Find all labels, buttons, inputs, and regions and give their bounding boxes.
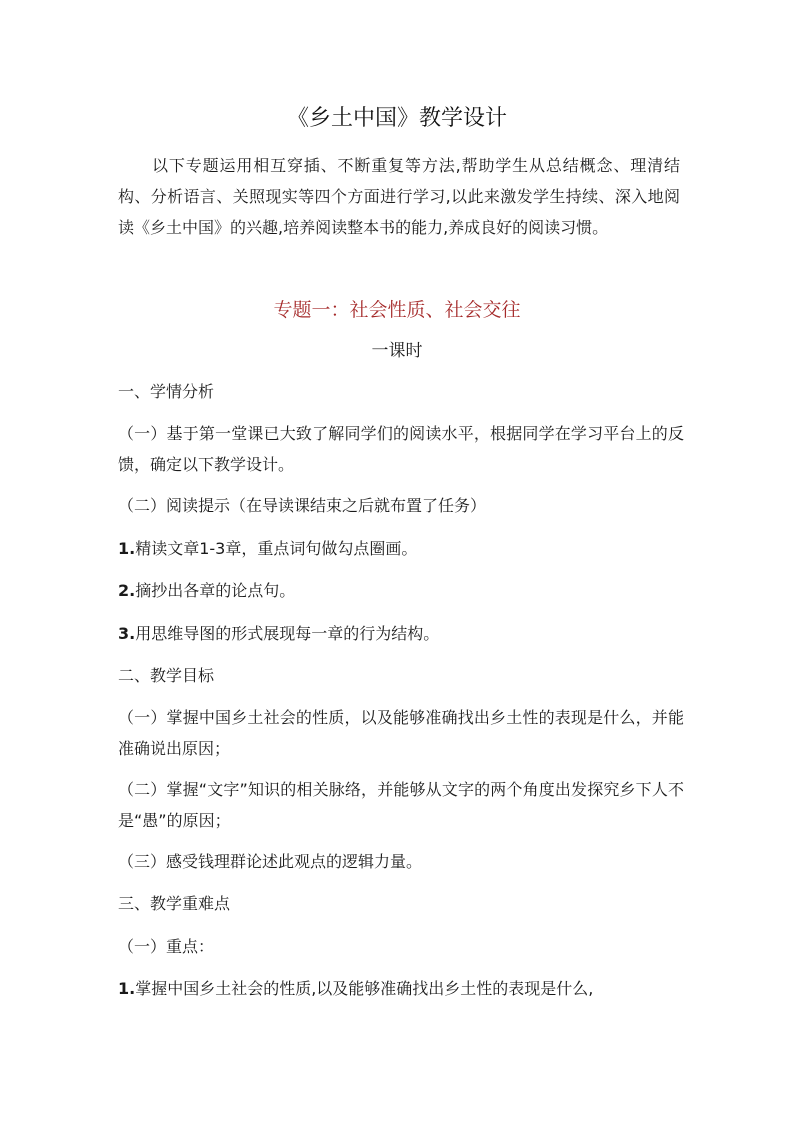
goal-item-2: （二）掌握“文字”知识的相关脉络，并能够从文字的两个角度出发探究乡下人不是“愚”的原因； [118,780,684,830]
task-item-3-number: 3. [118,624,136,643]
task-item-1 [118,533,684,564]
task-item-3 [118,618,684,649]
task-item-2 [118,575,684,606]
task-item-2-text: 摘抄出各章的论点句。 [135,581,296,600]
analysis-paragraph-1: （一）基于第一堂课已大致了解同学们的阅读水平，根据同学在学习平台上的反馈，确定以下教学设计。 [118,424,684,474]
task-item-1-number: 1. [118,539,136,558]
task-item-1-text: 精读文章1-3章，重点词句做勾点圈画。 [135,539,418,558]
key-point-item-1 [118,973,684,1004]
key-point-item-1-number: 1. [118,979,136,998]
key-points-label: （一）重点： [118,937,215,956]
goal-item-1: （一）掌握中国乡土社会的性质，以及能够准确找出乡土性的表现是什么，并能准确说出原因； [118,708,684,758]
lesson-time: 一课时 [371,341,423,361]
goal-item-3: （三）感受钱理群论述此观点的逻辑力量。 [118,852,423,871]
intro-paragraph: 以下专题运用相互穿插、不断重复等方法,帮助学生从总结概念、理清结构、分析语言、关照现实等四个方面进行学习,以此来激发学生持续、深入地阅读《乡土中国》的兴趣,培养阅读整本书的能力,养成良好的阅读习惯。 [118,156,680,237]
heading-key-difficulties: 三、教学重难点 [118,894,231,913]
task-item-2-number: 2. [118,581,136,600]
heading-teaching-goals: 二、教学目标 [118,666,215,685]
heading-learning-analysis: 一、学情分析 [118,382,215,401]
document-title: 《乡土中国》教学设计 [286,106,507,131]
section-title: 专题一：社会性质、社会交往 [273,299,521,321]
analysis-paragraph-2: （二）阅读提示（在导读课结束之后就布置了任务） [118,496,487,515]
key-point-item-1-text: 掌握中国乡土社会的性质,以及能够准确找出乡土性的表现是什么, [135,979,594,998]
task-item-3-text: 用思维导图的形式展现每一章的行为结构。 [135,624,440,643]
